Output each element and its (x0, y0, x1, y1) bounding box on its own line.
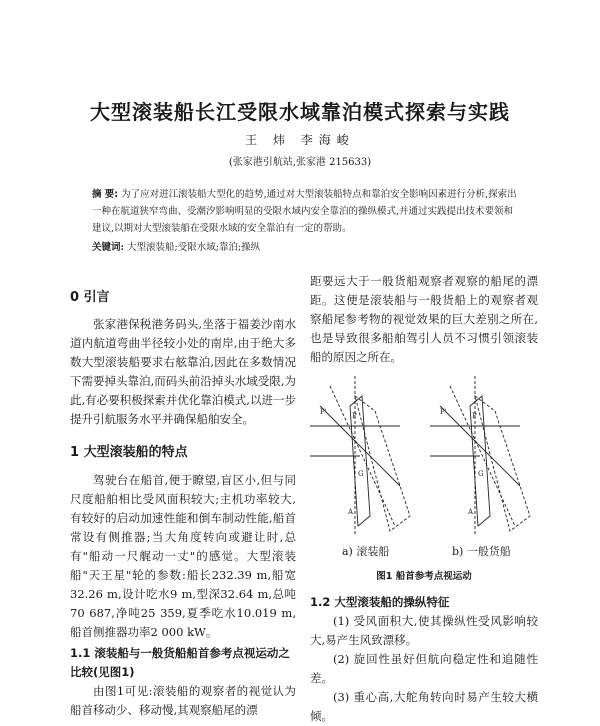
svg-text:P: P (472, 412, 477, 420)
section-1-2-heading: 1.2 大型滚装船的操纵特征 (310, 595, 450, 609)
figure-1 (300, 366, 545, 556)
figure-panel-b (430, 376, 530, 536)
section-0-paragraph: 张家港保税港务码头,坐落于福姜沙南水道内航道弯曲半径较小处的南岸,由于绝大多数大型滚装船要求右舷靠泊,因此在多数情况下需要掉头靠泊,而码头前沿掉头水域受限,为此,有必要积极探索并优化靠泊模式,以进一步提升引航服务水平并确保船舶安全。 (70, 317, 296, 426)
left-column (70, 288, 296, 720)
section-1-2-item-1: (1) 受风面积大,使其操纵性受风影响较大,易产生风致漂移。 (310, 614, 538, 647)
section-1-1-paragraph-left: 由图1可见:滚装船的观察者的视觉认为船首移动少、移动慢,其观察船尾的漂 (70, 684, 296, 717)
section-0-heading: 0 引言 (70, 290, 110, 305)
section-1-paragraph: 驾驶台在船首,便于瞭望,盲区小,但与同尺度船舶相比受风面积较大;主机功率较大,有较好的启动加速性能和倒车制动性能,船首常设有侧推器;当大角度转向或避让时,总有"船动一尺艉动一丈"的感觉。大型滚装船"天王星"轮的参数:船长232.39 m,船宽32.26 m,设计吃水9 m,型深32.64 m,总吨70 687,净吨25 359,夏季吃水10.019 m,船首侧推器功率2 000 kW。 (70, 473, 296, 639)
section-1-1-paragraph-right: 距要远大于一般货船观察者观察的船尾的漂距。这便是滚装船与一般货船上的观察者观察船尾参考物的视觉效果的巨大差别之所在,也是导致很多船舶驾引人员不习惯引领滚装船的原因之所在。 (310, 274, 538, 364)
svg-text:G: G (478, 470, 484, 478)
section-1-1-heading: 1.1 滚装船与一般货船船首参考点视运动之比较(见图1) (70, 646, 290, 679)
section-1-heading: 1 大型滚装船的特点 (70, 445, 188, 460)
svg-text:P': P' (320, 408, 327, 416)
paper-title: 大型滚装船长江受限水域靠泊模式探索与实践 (90, 100, 510, 124)
affiliation: (张家港引航站,张家港 215633) (228, 157, 372, 168)
svg-text:A: A (348, 508, 354, 516)
figure-label-a: a) 滚装船 (342, 545, 390, 558)
keywords (92, 239, 517, 253)
right-column-top (310, 272, 538, 367)
abstract (92, 186, 517, 237)
abstract-text: 为了应对进江滚装船大型化的趋势,通过对大型滚装船特点和靠泊安全影响因素进行分析,探索出一种在航道狭窄弯曲、受潮汐影响明显的受限水域内安全靠泊的操纵模式,并通过实践提出技术要领和建议,以期对大型滚装船在受限水域的安全靠泊有一定的帮助。 (92, 189, 517, 234)
svg-text:P: P (352, 412, 357, 420)
keywords-text: 大型滚装船;受限水域;靠泊;操纵 (127, 242, 261, 253)
keywords-label: 关键词: (92, 242, 125, 253)
authors: 王 炜 李海峻 (245, 133, 355, 147)
svg-text:P': P' (440, 408, 447, 416)
section-1-2-item-3: (3) 重心高,大舵角转向时易产生较大横倾。 (310, 690, 538, 723)
figure-caption: 图1 船首参考点视运动 (376, 571, 472, 582)
svg-text:G: G (358, 470, 364, 478)
abstract-label: 摘 要: (92, 189, 119, 200)
svg-text:A: A (468, 508, 474, 516)
right-column-bottom (310, 593, 538, 726)
figure-label-b: b) 一般货船 (452, 545, 511, 558)
figure-panel-a (310, 376, 410, 536)
section-1-2-item-2: (2) 旋回性虽好但航向稳定性和追随性差。 (310, 652, 538, 685)
